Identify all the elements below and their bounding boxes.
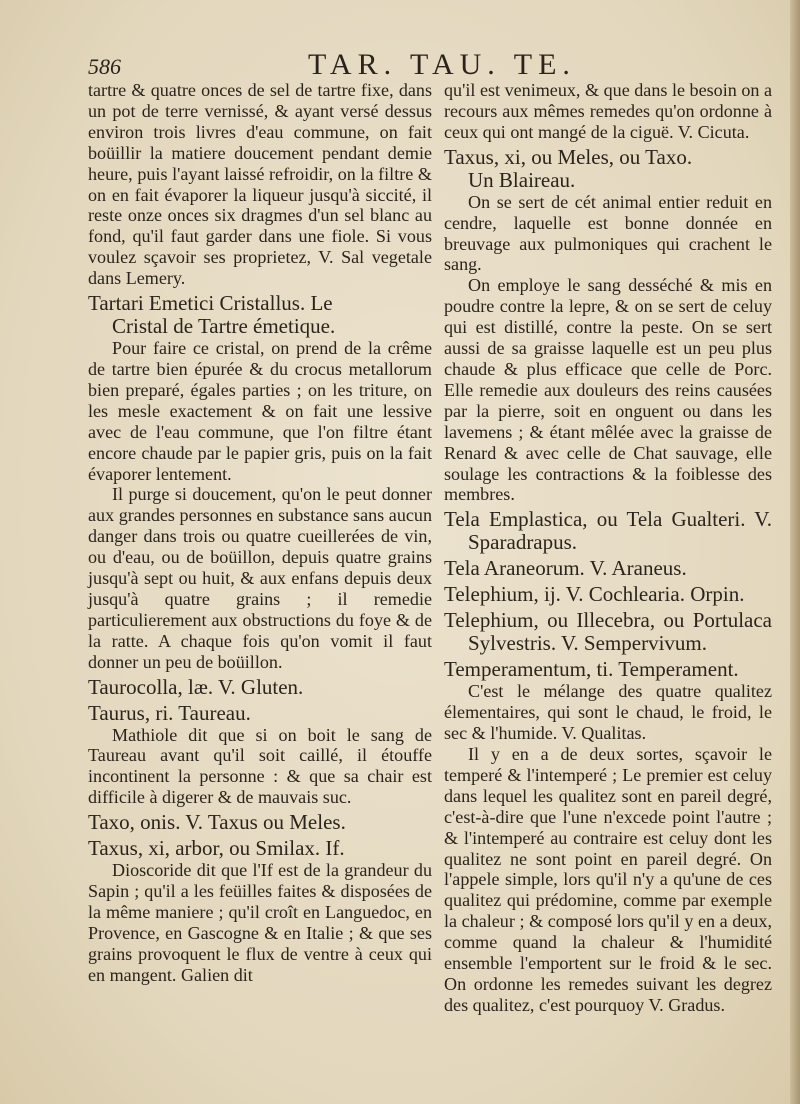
paragraph: C'est le mélange des quatre qualitez élementaires, qui sont le chaud, le froid, le sec & l'humide. V. Qualitas. bbox=[444, 681, 772, 744]
cross-reference: Telephium, ij. V. Cochlearia. Orpin. bbox=[444, 582, 745, 607]
paragraph: Mathiole dit que si on boit le sang de Taureau avant qu'il soit caillé, il étouffe incontinent la personne : & que sa chair est difficile à digerer & de mauvais suc. bbox=[88, 724, 432, 808]
paragraph: qu'il est venimeux, & que dans le besoin on a recours aux mêmes remedes qu'on ordonne à ceux qui ont mangé de la ciguë. V. Cicuta. bbox=[444, 80, 772, 142]
paragraph: Il y en a de deux sortes, sçavoir le temperé & l'intemperé ; Le premier est celuy dans lequel les qualitez sont en pareil degré, c'est-à-dire que l'une n'excede point l'autre ; & l'intemperé au contraire est celuy dont les qualitez ne sont point en pareil degré. On l'appele simple, lors qu'il n'y a qu'une de ces qualitez qui prédomine, comme par exemple la chaleur ; & composé lors qu'il y en a deux, comme quand la chaleur & l'humidité ensemble l'emportent sur le froid & le sec. On ordonne les remedes suivant les degrez des qualitez, c'est pourquoy V. Gradus. bbox=[444, 744, 772, 1015]
paragraph: Dioscoride dit que l'If est de la grandeur du Sapin ; qu'il a les feüilles faites & disposées de la même maniere ; qu'il croît en Languedoc, en Provence, en Gascogne & en Italie ; & que ses grains provoquent le flux de ventre à ceux qui en mangent. Galien dit bbox=[88, 860, 432, 985]
paragraph: tartre & quatre onces de sel de tartre fixe, dans un pot de terre vernissé, & ayant versé dessus environ trois livres d'eau commune, on fait boüillir la matiere doucement pendant demie heure, puis l'ayant laissé refroidir, on la filtre & on en fait évaporer la liqueur jusqu'à siccité, il reste onze onces six dragmes d'un sel blanc au fond, qu'il faut garder dans une fiole. Si vous voulez sçavoir ses proprietez, V. Sal vegetale dans Lemery. bbox=[88, 80, 432, 289]
cross-reference: Tela Emplastica, ou Tela Gualteri. V. Sparadrapus. bbox=[444, 507, 772, 555]
right-column bbox=[444, 80, 772, 1016]
entry-heading: Taxus, xi, ou Meles, ou Taxo. bbox=[444, 144, 693, 169]
paragraph: Pour faire ce cristal, on prend de la crême de tartre bien épurée & du crocus metallorum bien preparé, égales parties ; on les triture, on les mesle exactement & on fait une lessive avec de l'eau commune, que l'on filtre étant encore chaude par le papier gris, puis on la fait évaporer lentement. bbox=[88, 338, 432, 484]
entry-heading-continued: Un Blaireau. bbox=[468, 167, 576, 192]
paragraph: On employe le sang desséché & mis en poudre contre la lepre, & on se sert de celuy qui est distillé, contre la peste. On se sert aussi de sa graisse laquelle est un peu plus chaude & plus efficace que celle de Porc. Elle remedie aux douleurs des reins causées par la pierre, soit en onguent ou dans les lavemens ; & étant mêlée avec la graisse de Renard & avec celle de Chat sauvage, elle soulage les contractions & la foiblesse des membres. bbox=[444, 275, 772, 505]
entry-heading: Taurus, ri. Taureau. bbox=[88, 700, 251, 725]
page-number: 586 bbox=[88, 54, 121, 79]
paragraph: Il purge si doucement, qu'on le peut donner aux grandes personnes en substance sans aucun danger dans trois ou quatre cueillerées de vin, ou d'eau, ou de boüillon, depuis quatre grains jusqu'à sept ou huit, & aux enfans depuis deux jusqu'à quatre grains ; il remedie particulierement aux obstructions du foye & de la ratte. A chaque fois qu'on vomit il faut donner un peu de boüillon. bbox=[88, 484, 432, 672]
cross-reference: Telephium, ou Illecebra, ou Portulaca Sylvestris. V. Sempervivum. bbox=[444, 608, 772, 656]
entry-heading: Taxo, onis. V. Taxus ou Meles. bbox=[88, 810, 346, 835]
entry-heading-continued: Cristal de Tartre émetique. bbox=[112, 314, 336, 339]
entry-heading: Taurocolla, læ. V. Gluten. bbox=[88, 674, 304, 699]
cross-reference: Tela Araneorum. V. Araneus. bbox=[444, 556, 687, 581]
running-head: TAR. TAU. TE. bbox=[308, 48, 576, 81]
entry-heading: Taxus, xi, arbor, ou Smilax. If. bbox=[88, 836, 345, 861]
entry-heading: Tartari Emetici Cristallus. Le bbox=[88, 291, 333, 316]
page-header bbox=[88, 48, 778, 84]
paragraph: On se sert de cét animal entier reduit en cendre, laquelle est bonne donnée en breuvage aux pulmoniques qui crachent le sang. bbox=[444, 191, 772, 275]
left-column bbox=[88, 80, 432, 986]
entry-heading: Temperamentum, ti. Temperament. bbox=[444, 657, 739, 682]
page-edge bbox=[790, 0, 800, 1104]
